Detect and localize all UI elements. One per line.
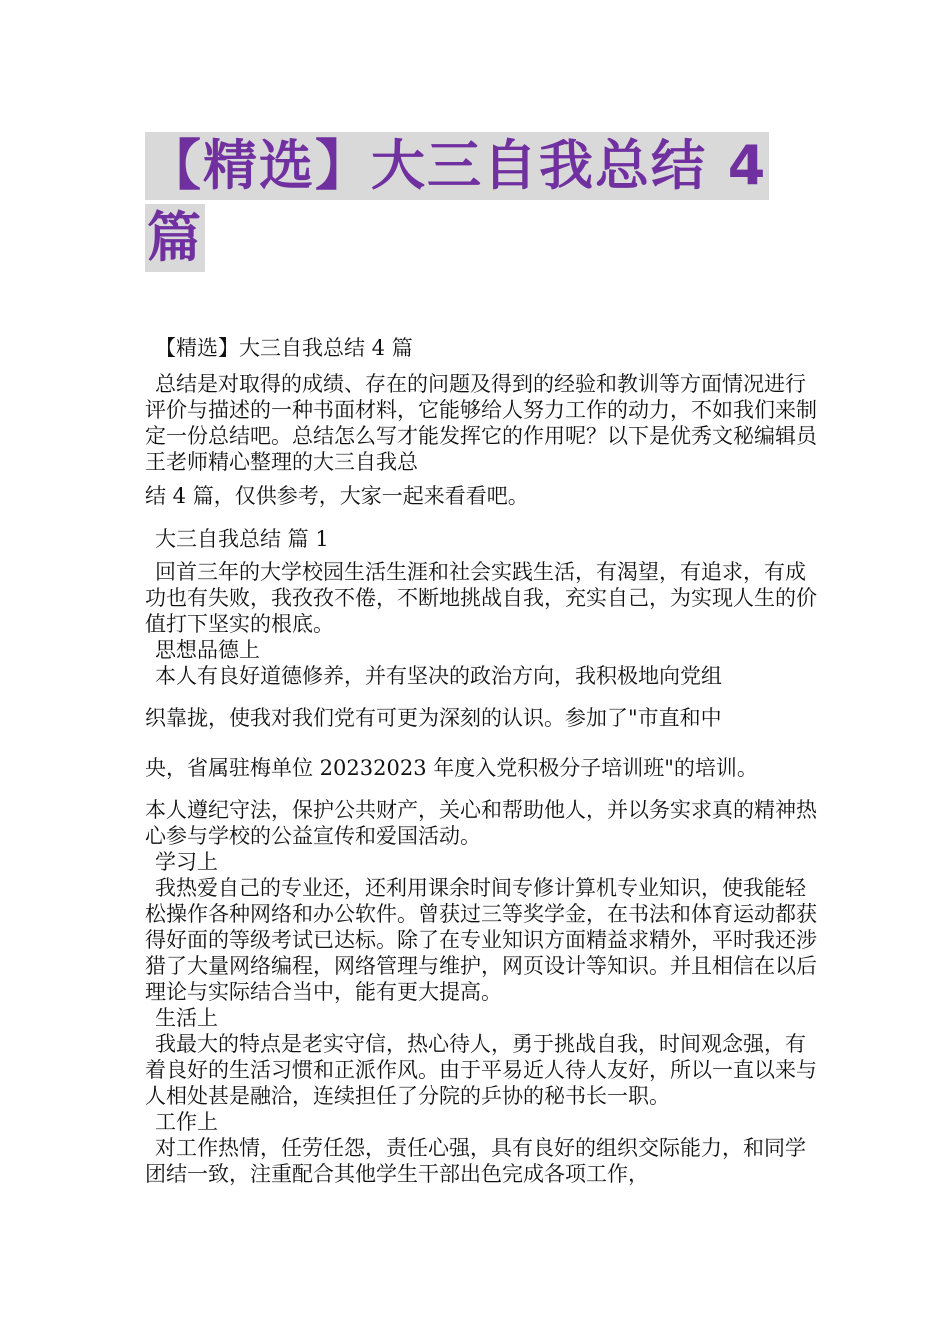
- life-paragraph: 我最大的特点是老实守信，热心待人，勇于挑战自我，时间观念强，有着良好的生活习惯和正派作风。由于平易近人待人友好，所以一直以来与人相处甚是融洽，连续担任了分院的乒协的秘书长一职。: [145, 1032, 817, 1108]
- morality-paragraph-line-2: 织靠拢，使我对我们党有可更为深刻的认识。参加了"市直和中: [145, 706, 722, 730]
- work-paragraph: 对工作热情，任劳任怨，责任心强，具有良好的组织交际能力，和同学团结一致，注重配合其他学生干部出色完成各项工作，: [145, 1136, 806, 1186]
- title-line-1: 【精选】大三自我总结 4: [145, 132, 769, 200]
- title-line-2: 篇: [145, 204, 205, 272]
- document-subtitle: 【精选】大三自我总结 4 篇: [155, 336, 413, 360]
- section-title-life: 生活上: [155, 1006, 218, 1030]
- opening-paragraph: 回首三年的大学校园生活生涯和社会实践生活，有渴望，有追求，有成功也有失败，我孜孜不倦，不断地挑战自我，充实自己，为实现人生的价值打下坚实的根底。: [145, 560, 817, 636]
- morality-paragraph-2: 本人遵纪守法，保护公共财产，关心和帮助他人，并以务实求真的精神热心参与学校的公益宣传和爱国活动。: [145, 798, 817, 848]
- section-title-study: 学习上: [155, 850, 218, 874]
- morality-paragraph-line-3: 央，省属驻梅单位 20232023 年度入党积极分子培训班"的培训。: [145, 756, 758, 780]
- section-title-work: 工作上: [155, 1110, 218, 1134]
- section-title-morality: 思想品德上: [155, 638, 260, 662]
- study-paragraph: 我热爱自己的专业还，还利用课余时间专修计算机专业知识，使我能轻松操作各种网络和办公软件。曾获过三等奖学金，在书法和体育运动都获得好面的等级考试已达标。除了在专业知识方面精益求精外，平时我还涉猎了大量网络编程，网络管理与维护，网页设计等知识。并且相信在以后理论与实际结合当中，能有更大提高。: [145, 876, 817, 1004]
- document-body: [145, 333, 825, 1187]
- morality-paragraph-line-1: 本人有良好道德修养，并有坚决的政治方向，我积极地向党组: [155, 664, 722, 688]
- article-heading: 大三自我总结 篇 1: [155, 527, 329, 551]
- intro-paragraph-end: 结 4 篇，仅供参考，大家一起来看看吧。: [145, 484, 529, 508]
- document-title: [145, 132, 815, 272]
- intro-paragraph: 总结是对取得的成绩、存在的问题及得到的经验和教训等方面情况进行评价与描述的一种书面材料，它能够给人努力工作的动力，不如我们来制定一份总结吧。总结怎么写才能发挥它的作用呢？以下是优秀文秘编辑员王老师精心整理的大三自我总: [145, 372, 817, 474]
